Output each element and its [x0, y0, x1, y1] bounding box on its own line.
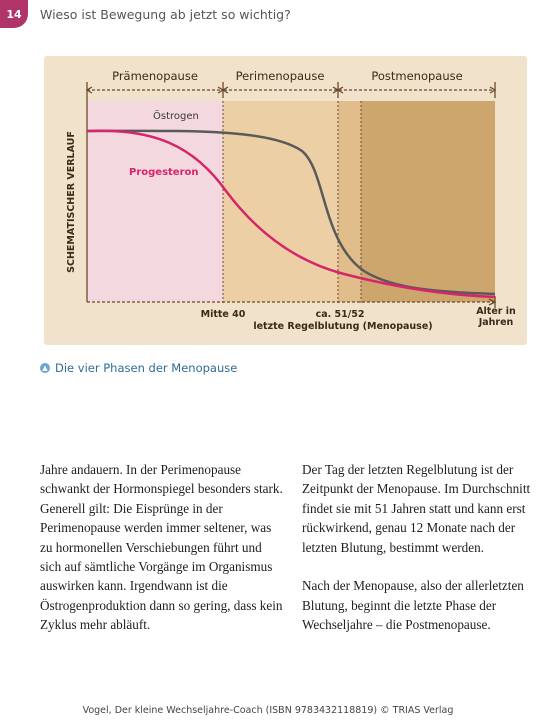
x-label-letzte-regelblutung: letzte Regelblutung (Menopause)	[253, 321, 433, 332]
progesteron-label: Progesteron	[129, 167, 199, 178]
up-arrow-icon: ▲	[40, 363, 50, 373]
phase-arrows	[87, 82, 495, 98]
page-number: 14	[6, 7, 22, 21]
phase-label-praemenopause: Prämenopause	[112, 69, 198, 83]
body-column-right	[302, 460, 534, 654]
paragraph: Der Tag der letzten Regelblutung ist der Zeitpunkt der Menopause. Im Durchschnitt findet sie mit 51 Jahren statt und kann erst rückwirkend, genau 12 Monate nach der letzten Blutung, bestimmt werden.	[302, 462, 531, 555]
phase-label-perimenopause: Perimenopause	[235, 69, 325, 83]
paragraph: Jahre andauern. In der Perimenopause schwankt der Hormonspiegel besonders stark. Generell gilt: Die Eisprünge in der Perimenopause werden immer seltener, was zu hormonellen Verschiebungen führt und sich auf sämtliche Vorgänge im Organismus auswirken kann. Irgendwann ist die Östrogenproduktion dann so gering, dass kein Zyklus mehr abläuft.	[40, 462, 283, 633]
postmenopause-region	[361, 101, 495, 302]
x-label-alter-line1: Alter in	[476, 306, 516, 317]
perimenopause-region	[223, 101, 338, 302]
y-axis-label: SCHEMATISCHER VERLAUF	[66, 131, 77, 273]
x-label-mitte40: Mitte 40	[200, 309, 246, 320]
x-label-ca5152: ca. 51/52	[315, 309, 365, 320]
oestrogen-label: Östrogen	[153, 111, 199, 122]
footer-citation: Vogel, Der kleine Wechseljahre-Coach (ISBN 9783432118819) © TRIAS Verlag	[82, 705, 454, 716]
hormone-curve-diagram	[44, 56, 527, 345]
page-number-tab	[0, 0, 28, 28]
paragraph: Nach der Menopause, also der allerletzten Blutung, beginnt die letzte Phase der Wechseljahre – die Postmenopause.	[302, 578, 524, 633]
body-column-left	[40, 460, 285, 654]
x-label-alter-line2: Jahren	[478, 317, 514, 328]
caption-text: Die vier Phasen der Menopause	[55, 361, 238, 375]
running-title: Wieso ist Bewegung ab jetzt so wichtig?	[40, 7, 291, 22]
menopause-phases-figure	[44, 56, 527, 345]
figure-caption	[40, 361, 237, 375]
phase-label-postmenopause: Postmenopause	[371, 69, 463, 83]
perimenopause-late-region	[338, 101, 361, 302]
